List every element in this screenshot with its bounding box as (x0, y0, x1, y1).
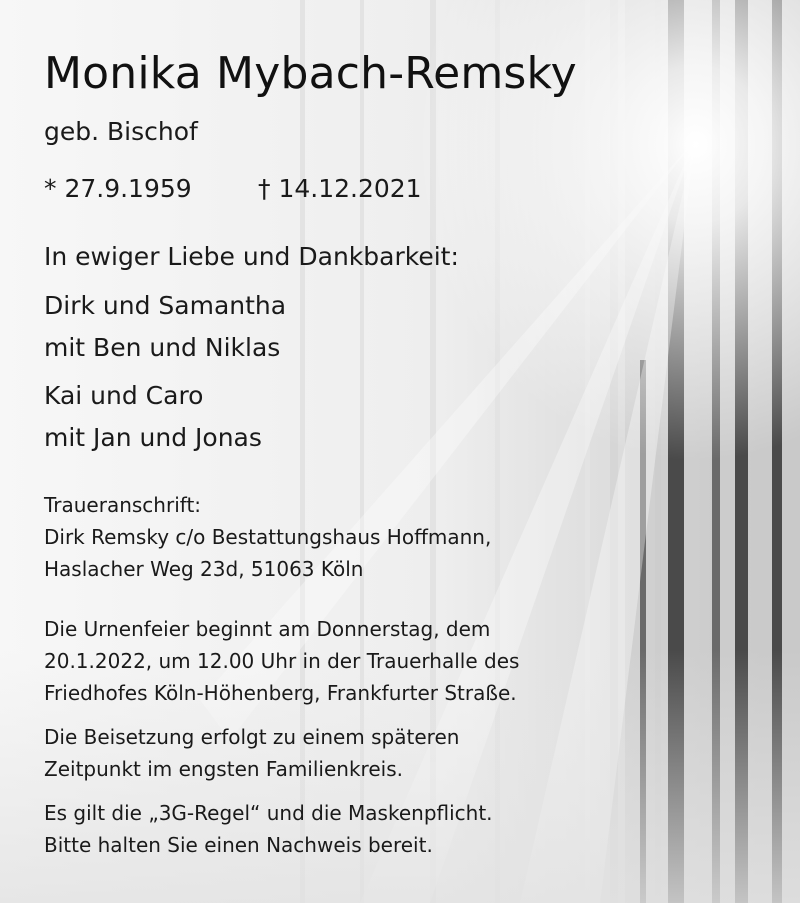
paragraph-line: Die Urnenfeier beginnt am Donnerstag, dem (44, 617, 491, 641)
ceremony-paragraph (44, 613, 519, 709)
paragraph-line: Es gilt die „3G-Regel“ und die Maskenpflicht. (44, 801, 493, 825)
paragraph-line: Friedhofes Köln-Höhenberg, Frankfurter Straße. (44, 681, 517, 705)
dedication: In ewiger Liebe und Dankbarkeit: (44, 242, 459, 271)
family-line: mit Jan und Jonas (44, 423, 262, 452)
covid-rules-paragraph (44, 797, 493, 861)
death-date: † 14.12.2021 (258, 174, 422, 203)
address-label: Traueranschrift: (44, 493, 202, 517)
maiden-name: geb. Bischof (44, 117, 198, 146)
birth-date: * 27.9.1959 (44, 174, 192, 203)
deceased-name: Monika Mybach-Remsky (44, 48, 577, 99)
family-line: Dirk und Samantha (44, 291, 287, 320)
mourning-address (44, 489, 491, 585)
family-group-1 (44, 285, 286, 369)
paragraph-line: Bitte halten Sie einen Nachweis bereit. (44, 833, 433, 857)
address-line: Haslacher Weg 23d, 51063 Köln (44, 557, 364, 581)
family-line: mit Ben und Niklas (44, 333, 281, 362)
paragraph-line: Zeitpunkt im engsten Familienkreis. (44, 757, 403, 781)
burial-paragraph (44, 721, 459, 785)
family-line: Kai und Caro (44, 381, 204, 410)
family-group-2 (44, 375, 262, 459)
paragraph-line: Die Beisetzung erfolgt zu einem späteren (44, 725, 460, 749)
address-line: Dirk Remsky c/o Bestattungshaus Hoffmann, (44, 525, 492, 549)
paragraph-line: 20.1.2022, um 12.00 Uhr in der Trauerhalle des (44, 649, 520, 673)
